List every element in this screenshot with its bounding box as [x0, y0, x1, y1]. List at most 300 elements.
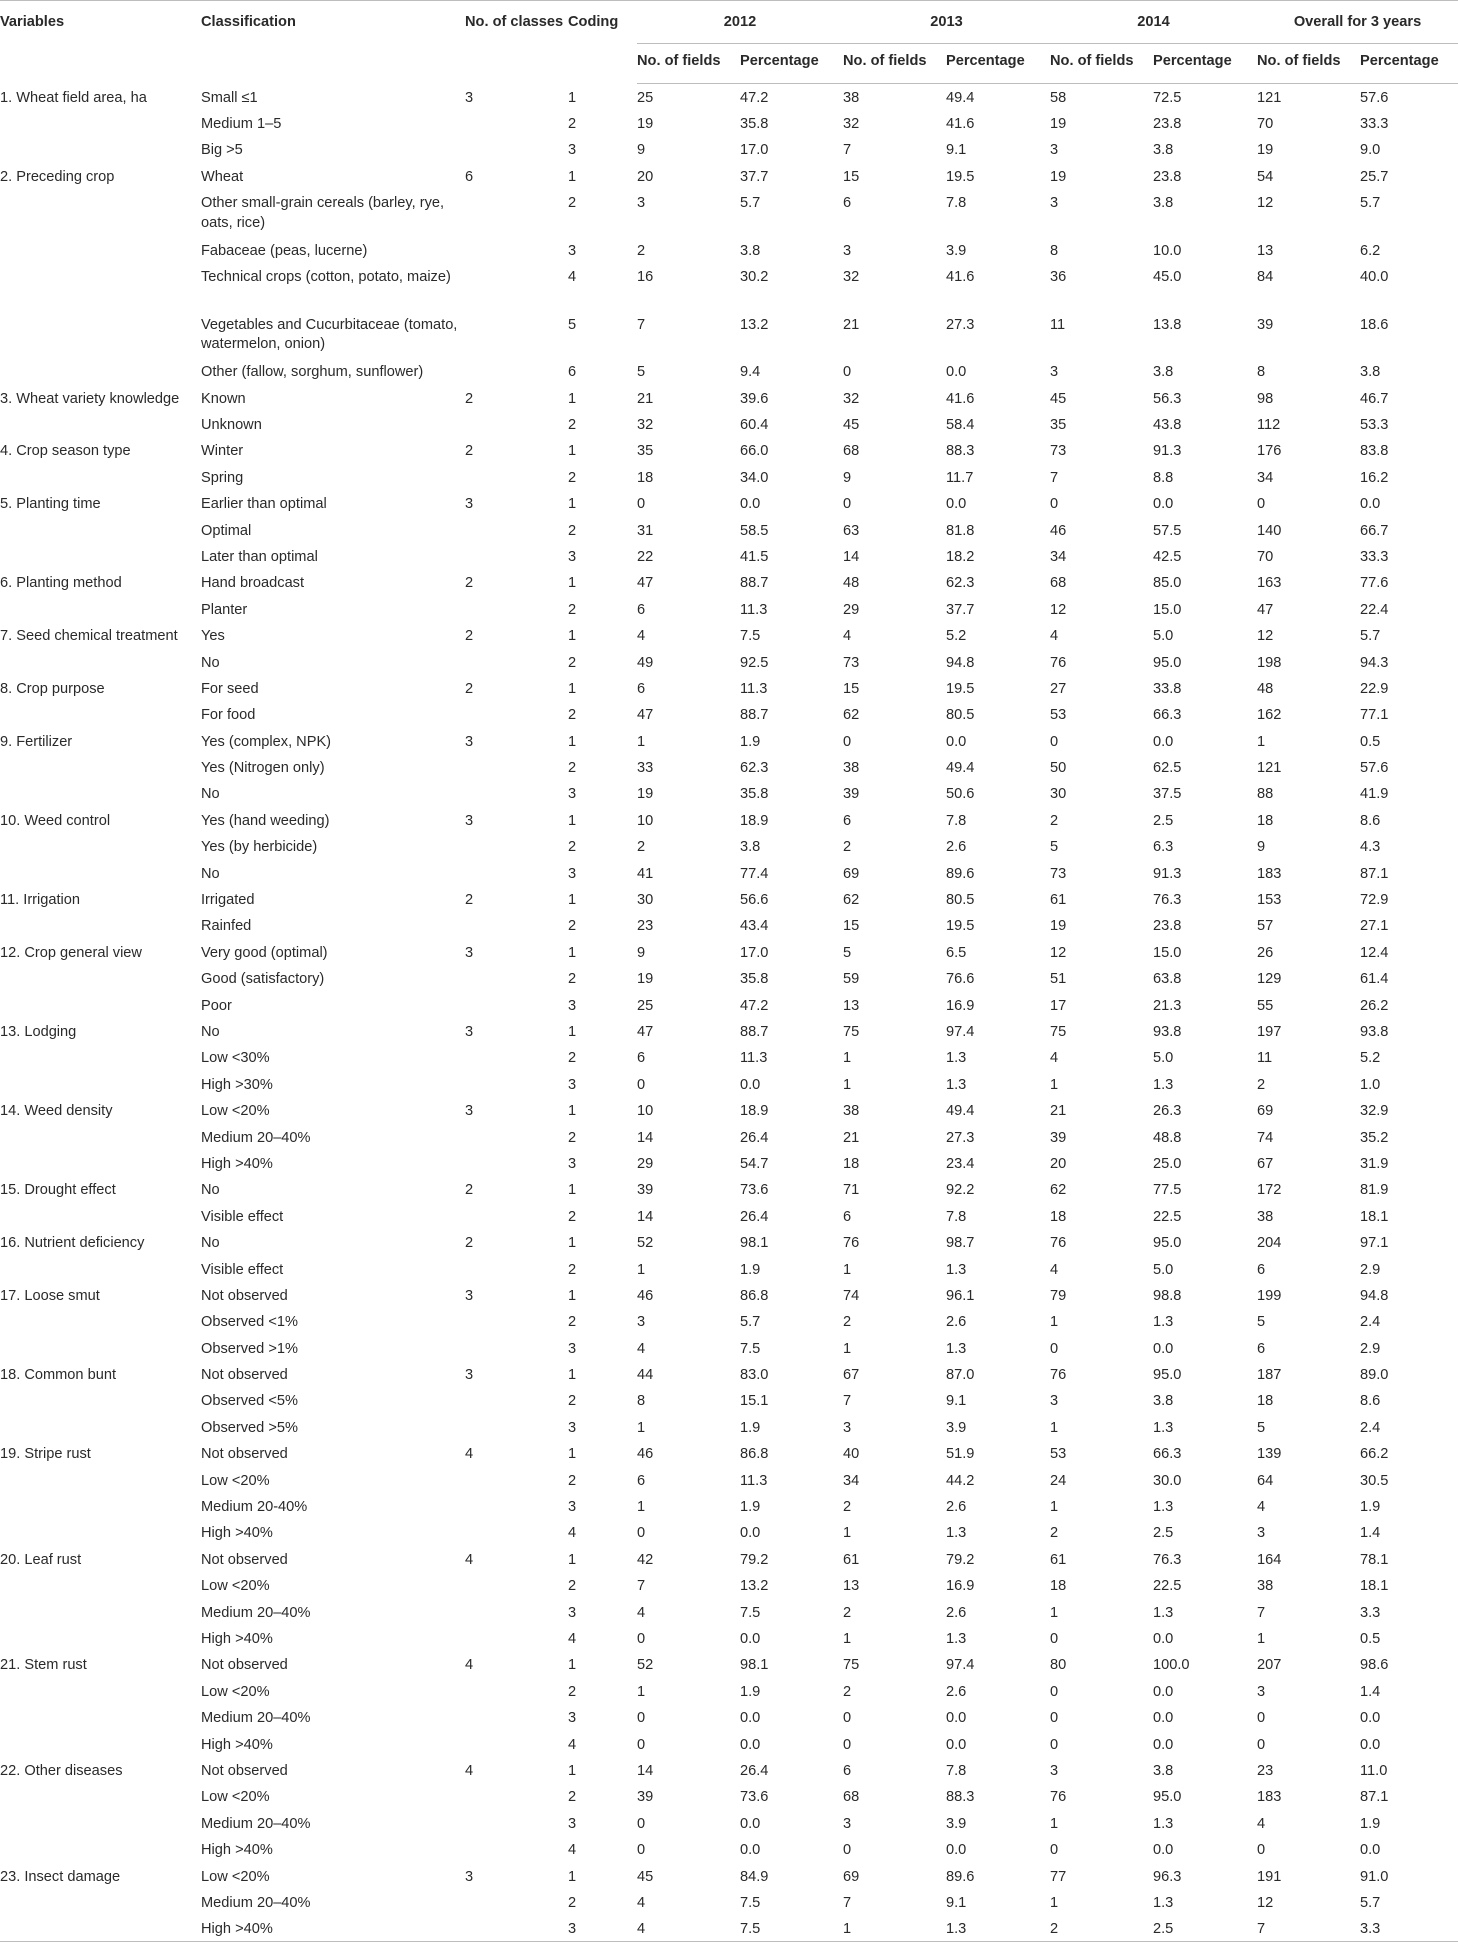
fields-2014-cell: 53	[1050, 707, 1067, 724]
percentage-2013-cell: 19.5	[946, 680, 975, 697]
percentage-2013-cell: 49.4	[946, 760, 975, 777]
fields-overall-cell: 112	[1257, 417, 1281, 434]
variable-cell	[0, 912, 201, 938]
percentage-2014-cell: 2.5	[1153, 1915, 1257, 1941]
classification-cell: Low <20%	[201, 1868, 270, 1885]
fields-2014-cell: 34	[1050, 548, 1067, 565]
variable-cell: 8. Crop purpose	[0, 680, 105, 697]
fields-2012-cell: 20	[637, 168, 654, 185]
fields-overall-cell: 3	[1257, 1683, 1266, 1700]
percentage-2013-cell: 79.2	[946, 1551, 975, 1568]
classes-cell	[465, 1810, 568, 1836]
fields-2013-cell: 21	[843, 316, 860, 333]
percentage-2013-cell: 0.0	[946, 733, 967, 750]
variable-cell	[0, 543, 201, 569]
percentage-2014-cell: 76.3	[1153, 1551, 1182, 1568]
percentage-2014-cell: 0.0	[1153, 733, 1174, 750]
fields-2013-cell: 38	[843, 1103, 860, 1120]
classification-cell: Good (satisfactory)	[201, 971, 325, 988]
classification-cell: Observed >5%	[201, 1419, 298, 1436]
table-row	[0, 807, 1458, 833]
percentage-2012-cell: 35.8	[740, 971, 769, 988]
fields-overall-cell: 12	[1257, 195, 1274, 212]
fields-2012-cell: 44	[637, 1367, 654, 1384]
variable-cell: 6. Planting method	[0, 575, 122, 592]
coding-cell: 3	[568, 548, 577, 565]
fields-overall-cell: 39	[1257, 316, 1274, 333]
classes-cell	[465, 1493, 568, 1519]
subheader-fields-2012: No. of fields	[637, 44, 740, 84]
percentage-overall-cell: 97.1	[1360, 1235, 1389, 1252]
percentage-2012-cell: 11.3	[740, 1050, 768, 1067]
percentage-2012-cell: 7.5	[740, 1604, 761, 1621]
percentage-2013-cell: 97.4	[946, 1024, 975, 1040]
fields-2013-cell: 76	[843, 1235, 860, 1252]
percentage-overall-cell: 83.8	[1360, 443, 1389, 460]
table-row	[0, 1256, 1458, 1282]
classes-cell	[465, 1889, 568, 1915]
table-row	[0, 886, 1458, 912]
header-year-2014: 2014	[1050, 1, 1257, 44]
percentage-2013-cell: 87.0	[946, 1367, 975, 1384]
percentage-2014-cell: 95.0	[1153, 654, 1182, 671]
percentage-overall-cell: 12.4	[1360, 944, 1389, 961]
percentage-2013-cell: 80.5	[946, 707, 975, 724]
classes-cell: 4	[465, 1446, 474, 1463]
percentage-2012-cell: 26.4	[740, 1208, 769, 1225]
fields-overall-cell: 55	[1257, 997, 1274, 1014]
classification-cell: No	[201, 786, 220, 803]
fields-2012-cell: 25	[637, 997, 654, 1014]
percentage-2012-cell: 30.2	[740, 269, 769, 286]
percentage-2013-cell: 89.6	[946, 1868, 975, 1885]
percentage-overall-cell: 8.6	[1360, 812, 1381, 829]
percentage-2014-cell: 33.8	[1153, 680, 1182, 697]
percentage-2014-cell: 0.0	[1153, 1736, 1174, 1753]
variable-cell	[0, 1810, 201, 1836]
variable-cell	[0, 780, 201, 806]
fields-2014-cell: 2	[1050, 812, 1059, 829]
percentage-2013-cell: 97.4	[946, 1657, 975, 1674]
percentage-2014-cell: 5.0	[1153, 1261, 1174, 1278]
percentage-2014-cell: 95.0	[1153, 1367, 1182, 1384]
percentage-overall-cell: 61.4	[1360, 971, 1389, 988]
classes-cell	[465, 1150, 568, 1176]
classes-cell	[465, 754, 568, 780]
coding-cell: 1	[568, 1103, 577, 1120]
fields-2013-cell: 34	[843, 1472, 860, 1489]
fields-2013-cell: 0	[843, 733, 852, 750]
coding-cell: 1	[568, 168, 577, 185]
header-year-2012: 2012	[637, 1, 843, 44]
fields-2013-cell: 15	[843, 918, 860, 935]
fields-2014-cell: 24	[1050, 1472, 1067, 1489]
fields-2012-cell: 41	[637, 865, 654, 882]
percentage-2012-cell: 1.9	[740, 733, 761, 750]
fields-2012-cell: 1	[637, 1419, 646, 1436]
classification-cell: Low <20%	[201, 1683, 270, 1700]
variable-cell	[0, 754, 201, 780]
classification-cell: No	[201, 865, 220, 882]
fields-2014-cell: 1	[1050, 1314, 1059, 1331]
percentage-2012-cell: 0.0	[740, 1815, 761, 1832]
variable-cell	[0, 1625, 201, 1651]
fields-2014-cell: 68	[1050, 575, 1067, 592]
table-row	[0, 1335, 1458, 1361]
table-row	[0, 1810, 1458, 1836]
table-row	[0, 1044, 1458, 1070]
fields-2014-cell: 17	[1050, 997, 1067, 1014]
fields-2014-cell: 4	[1050, 1261, 1059, 1278]
percentage-2013-cell: 80.5	[946, 892, 975, 909]
classes-cell: 3	[465, 496, 474, 513]
fields-2013-cell: 3	[843, 1419, 852, 1436]
classes-cell	[465, 833, 568, 859]
percentage-overall-cell: 87.1	[1360, 1789, 1389, 1806]
percentage-2012-cell: 5.7	[740, 195, 761, 212]
classification-cell: Small ≤1	[201, 89, 258, 106]
percentage-2013-cell: 7.8	[946, 1208, 967, 1225]
percentage-2014-cell: 13.8	[1153, 316, 1182, 333]
fields-2014-cell: 53	[1050, 1446, 1067, 1463]
fields-2013-cell: 0	[843, 364, 852, 381]
percentage-2013-cell: 16.9	[946, 1578, 975, 1595]
fields-2012-cell: 0	[637, 1630, 646, 1647]
coding-cell: 3	[568, 865, 577, 882]
classes-cell	[465, 1625, 568, 1651]
variable-cell: 10. Weed control	[0, 812, 111, 829]
percentage-overall-cell: 3.8	[1360, 364, 1381, 381]
percentage-overall-cell: 5.7	[1360, 1894, 1381, 1911]
percentage-2014-cell: 22.5	[1153, 1208, 1182, 1225]
fields-2014-cell: 7	[1050, 469, 1059, 486]
variable-cell: 20. Leaf rust	[0, 1551, 82, 1568]
percentage-2014-cell: 93.8	[1153, 1024, 1182, 1040]
percentage-2013-cell: 41.6	[946, 269, 975, 286]
fields-overall-cell: 0	[1257, 1710, 1266, 1727]
classification-cell: Winter	[201, 443, 244, 460]
fields-2014-cell: 1	[1050, 1604, 1059, 1621]
coding-cell: 1	[568, 575, 577, 592]
table-row	[0, 1731, 1458, 1757]
fields-2013-cell: 14	[843, 548, 860, 565]
percentage-overall-cell: 27.1	[1360, 918, 1389, 935]
fields-overall-cell: 4	[1257, 1815, 1266, 1832]
classification-cell: High >40%	[201, 1842, 273, 1859]
classification-cell: Other small-grain cereals (barley, rye, oats, rice)	[201, 195, 445, 231]
table-row	[0, 754, 1458, 780]
percentage-2013-cell: 96.1	[946, 1287, 975, 1304]
percentage-2012-cell: 83.0	[740, 1367, 769, 1384]
percentage-2013-cell: 58.4	[946, 417, 975, 434]
percentage-2013-cell: 2.6	[946, 1314, 967, 1331]
classification-cell: High >40%	[201, 1915, 465, 1941]
coding-cell: 4	[568, 269, 577, 286]
table-row	[0, 517, 1458, 543]
fields-2013-cell: 5	[843, 944, 852, 961]
classification-cell: High >30%	[201, 1076, 273, 1093]
percentage-2013-cell: 27.3	[946, 1129, 975, 1146]
classification-cell: Low <30%	[201, 1050, 270, 1067]
percentage-2013-cell: 49.4	[946, 90, 975, 106]
coding-cell: 3	[568, 1815, 577, 1832]
variable-cell	[0, 1731, 201, 1757]
classification-cell: Not observed	[201, 1762, 288, 1779]
variable-cell	[0, 833, 201, 859]
variable-cell: 9. Fertilizer	[0, 733, 73, 750]
classes-cell	[465, 358, 568, 384]
table-row	[0, 1387, 1458, 1413]
percentage-2014-cell: 3.8	[1153, 364, 1174, 381]
percentage-2012-cell: 86.8	[740, 1287, 769, 1304]
fields-overall-cell: 153	[1257, 892, 1282, 909]
percentage-2013-cell: 41.6	[946, 115, 975, 132]
fields-2014-cell: 3	[1050, 1762, 1059, 1779]
classes-cell	[465, 237, 568, 263]
percentage-2012-cell: 18.9	[740, 812, 769, 829]
variable-cell: 5. Planting time	[0, 496, 101, 513]
fields-2013-cell: 67	[843, 1367, 860, 1384]
fields-overall-cell: 4	[1257, 1499, 1266, 1516]
fields-2013-cell: 7	[843, 1393, 852, 1410]
fields-2014-cell: 0	[1050, 1630, 1059, 1647]
fields-2013-cell: 15	[843, 168, 860, 185]
percentage-2013-cell: 1.3	[946, 1261, 967, 1278]
classification-cell: Yes (by herbicide)	[201, 839, 318, 856]
percentage-2012-cell: 3.8	[740, 242, 761, 259]
table-row	[0, 728, 1458, 754]
fields-2014-cell: 76	[1050, 1235, 1067, 1252]
header-year-2013: 2013	[843, 1, 1050, 44]
classes-cell: 2	[465, 1182, 474, 1199]
coding-cell: 4	[568, 1630, 577, 1647]
percentage-2013-cell: 49.4	[946, 1103, 975, 1120]
percentage-overall-cell: 33.3	[1360, 115, 1389, 132]
percentage-overall-cell: 18.1	[1360, 1208, 1389, 1225]
fields-2014-cell: 61	[1050, 892, 1067, 909]
percentage-overall-cell: 4.3	[1360, 839, 1381, 856]
percentage-overall-cell: 18.1	[1360, 1578, 1389, 1595]
percentage-overall-cell: 2.9	[1360, 1340, 1381, 1357]
coding-cell: 2	[568, 1208, 577, 1225]
fields-2012-cell: 9	[637, 944, 646, 961]
fields-2012-cell: 5	[637, 364, 646, 381]
table-row	[0, 1915, 1458, 1941]
fields-2014-cell: 39	[1050, 1129, 1067, 1146]
percentage-2012-cell: 35.8	[740, 115, 769, 132]
fields-2013-cell: 32	[843, 390, 860, 407]
fields-2013-cell: 68	[843, 443, 860, 460]
variable-cell	[0, 649, 201, 675]
percentage-2013-cell: 0.0	[946, 1736, 967, 1753]
percentage-2014-cell: 0.0	[1153, 1842, 1174, 1859]
fields-2013-cell: 62	[843, 707, 860, 724]
percentage-2012-cell: 77.4	[740, 865, 769, 882]
percentage-2012-cell: 0.0	[740, 496, 761, 513]
percentage-2012-cell: 15.1	[740, 1393, 769, 1410]
coding-cell: 1	[568, 1182, 577, 1199]
classification-cell: Later than optimal	[201, 548, 318, 565]
percentage-2014-cell: 1.3	[1153, 1076, 1174, 1093]
variable-cell	[0, 1150, 201, 1176]
classes-cell	[465, 1678, 568, 1704]
fields-2013-cell: 63	[843, 522, 860, 539]
coding-cell: 1	[568, 1446, 577, 1463]
fields-2014-cell: 27	[1050, 680, 1067, 697]
percentage-2014-cell: 42.5	[1153, 548, 1182, 565]
percentage-2014-cell: 57.5	[1153, 522, 1182, 539]
variable-cell	[0, 992, 201, 1018]
classification-cell: Rainfed	[201, 918, 252, 935]
percentage-2014-cell: 72.5	[1153, 90, 1182, 106]
percentage-2014-cell: 10.0	[1153, 242, 1182, 259]
coding-cell: 3	[568, 1710, 577, 1727]
percentage-overall-cell: 5.7	[1360, 628, 1381, 645]
fields-2013-cell: 0	[843, 1842, 852, 1859]
table-row	[0, 311, 1458, 359]
table-body	[0, 84, 1458, 1942]
fields-2012-cell: 8	[637, 1393, 646, 1410]
fields-2014-cell: 0	[1050, 1683, 1059, 1700]
classes-cell	[465, 1704, 568, 1730]
coding-cell: 3	[568, 242, 577, 259]
percentage-2014-cell: 3.8	[1153, 1762, 1174, 1779]
variable-cell: 16. Nutrient deficiency	[0, 1235, 145, 1252]
percentage-2014-cell: 23.8	[1153, 115, 1182, 132]
fields-overall-cell: 139	[1257, 1446, 1282, 1463]
variable-cell: 4. Crop season type	[0, 443, 131, 460]
percentage-2013-cell: 3.9	[946, 242, 967, 259]
percentage-2014-cell: 3.8	[1153, 142, 1174, 159]
fields-overall-cell: 163	[1257, 575, 1282, 592]
percentage-2013-cell: 44.2	[946, 1472, 975, 1489]
table-row	[0, 569, 1458, 595]
percentage-2013-cell: 1.3	[946, 1525, 967, 1542]
classes-cell: 4	[465, 1762, 474, 1779]
variable-cell	[0, 1889, 201, 1915]
table-row	[0, 110, 1458, 136]
fields-2013-cell: 2	[843, 1499, 852, 1516]
percentage-overall-cell: 26.2	[1360, 997, 1389, 1014]
percentage-overall-cell: 77.1	[1360, 707, 1389, 724]
classes-cell	[465, 780, 568, 806]
percentage-2013-cell: 1.3	[946, 1050, 967, 1067]
coding-cell: 1	[568, 1287, 577, 1304]
variable-cell	[0, 701, 201, 727]
classes-cell: 4	[465, 1551, 474, 1568]
percentage-2014-cell: 26.3	[1153, 1103, 1182, 1120]
table-row	[0, 1704, 1458, 1730]
fields-2013-cell: 0	[843, 1736, 852, 1753]
percentage-2012-cell: 73.6	[740, 1182, 769, 1199]
variable-cell: 2. Preceding crop	[0, 168, 115, 185]
coding-cell: 3	[568, 1499, 577, 1516]
coding-cell: 1	[568, 628, 577, 645]
coding-cell: 1	[568, 1024, 577, 1040]
fields-2014-cell: 19	[1050, 918, 1067, 935]
variable-cell	[0, 136, 201, 162]
fields-overall-cell: 164	[1257, 1551, 1282, 1568]
fields-overall-cell: 8	[1257, 364, 1266, 381]
fields-2012-cell: 33	[637, 760, 654, 777]
coding-cell: 2	[568, 1789, 577, 1806]
fields-overall-cell: 47	[1257, 601, 1274, 618]
fields-2014-cell: 51	[1050, 971, 1067, 988]
variable-cell: 22. Other diseases	[0, 1762, 123, 1779]
fields-overall-cell: 187	[1257, 1367, 1282, 1384]
classes-cell: 3	[465, 1103, 474, 1120]
variable-cell	[0, 1836, 201, 1862]
table-row	[0, 358, 1458, 384]
percentage-2014-cell: 91.3	[1153, 443, 1182, 460]
fields-overall-cell: 23	[1257, 1762, 1274, 1779]
table-row	[0, 1361, 1458, 1387]
fields-2014-cell: 3	[1050, 364, 1059, 381]
fields-2012-cell: 0	[637, 496, 646, 513]
percentage-overall-cell: 3.3	[1360, 1604, 1381, 1621]
percentage-overall-cell: 94.3	[1360, 654, 1389, 671]
variable-cell	[0, 1203, 201, 1229]
coding-cell: 4	[568, 1842, 577, 1859]
fields-overall-cell: 57	[1257, 918, 1274, 935]
percentage-2012-cell: 39.6	[740, 390, 769, 407]
percentage-2013-cell: 0.0	[946, 496, 967, 513]
table-row	[0, 1836, 1458, 1862]
table-row	[0, 1229, 1458, 1255]
fields-2014-cell: 76	[1050, 654, 1067, 671]
classes-cell: 3	[465, 733, 474, 750]
percentage-2014-cell: 0.0	[1153, 1683, 1174, 1700]
percentage-2014-cell: 96.3	[1153, 1868, 1182, 1885]
percentage-2014-cell: 48.8	[1153, 1129, 1182, 1146]
fields-2012-cell: 25	[637, 90, 654, 106]
table-row	[0, 701, 1458, 727]
percentage-2012-cell: 88.7	[740, 575, 769, 592]
fields-overall-cell: 13	[1257, 242, 1274, 259]
percentage-overall-cell: 1.0	[1360, 1076, 1381, 1093]
percentage-2014-cell: 62.5	[1153, 760, 1182, 777]
coding-cell: 1	[568, 892, 577, 909]
fields-2012-cell: 46	[637, 1287, 654, 1304]
percentage-2013-cell: 0.0	[946, 1842, 967, 1859]
classes-cell: 2	[465, 892, 474, 909]
fields-2012-cell: 16	[637, 269, 654, 286]
coding-cell: 1	[568, 89, 577, 106]
percentage-overall-cell: 94.8	[1360, 1287, 1389, 1304]
coding-cell: 1	[568, 733, 577, 750]
classes-cell	[465, 1783, 568, 1809]
fields-2013-cell: 62	[843, 892, 860, 909]
fields-overall-cell: 54	[1257, 168, 1274, 185]
fields-2012-cell: 2	[637, 839, 646, 856]
classification-cell: Earlier than optimal	[201, 496, 327, 513]
percentage-overall-cell: 2.4	[1360, 1419, 1381, 1436]
variable-cell	[0, 189, 201, 237]
fields-2013-cell: 69	[843, 1868, 860, 1885]
fields-2013-cell: 38	[843, 90, 860, 106]
coding-cell: 2	[568, 1578, 577, 1595]
subheader-fields-2013: No. of fields	[843, 44, 946, 84]
classification-cell: Medium 20-40%	[201, 1499, 308, 1516]
classes-cell: 2	[465, 390, 474, 407]
table-row	[0, 1467, 1458, 1493]
percentage-overall-cell: 1.4	[1360, 1683, 1381, 1700]
percentage-2012-cell: 47.2	[740, 90, 769, 106]
fields-2013-cell: 3	[843, 1815, 852, 1832]
coding-cell: 2	[568, 469, 577, 486]
table-row	[0, 1440, 1458, 1466]
percentage-2012-cell: 43.4	[740, 918, 769, 935]
